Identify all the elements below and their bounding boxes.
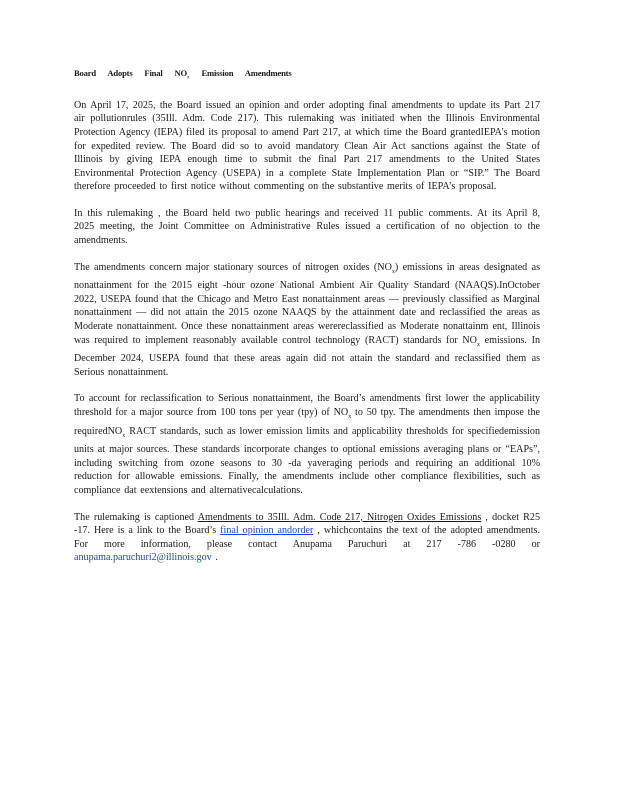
paragraph-contact: The rulemaking is captioned Amendments to 35Ill. Adm. Code 217, Nitrogen Oxides Emissions , docket R25 -17. Here is a link to the Board’s final opinion andorder , whichcontains the text of the adopted amendments. For more information, please contact Anupama Paruchuri at 217 -786 -0280 or anupama.paruchuri2@illinois.gov . bbox=[74, 511, 540, 564]
document-heading: Board Adopts Final $NO_x$ Emission Amendments bbox=[74, 68, 292, 81]
document-page bbox=[74, 68, 540, 578]
final-opinion-link[interactable]: final opinion andorder bbox=[220, 525, 314, 537]
paragraph-hearings: In this rulemaking , the Board held two public hearings and received 11 public comments. At its April 8, 2025 meeting, the Joint Committee on Administrative Rules issued a certification of no objection to the amendments. bbox=[74, 207, 540, 247]
rulemaking-caption: Amendments to 35Ill. Adm. Code 217, Nitrogen Oxides Emissions bbox=[197, 511, 482, 523]
contact-email-link[interactable]: anupama.paruchuri2@illinois.gov bbox=[74, 552, 212, 564]
paragraph-amendments-detail: To account for reclassification to Serious nonattainment, the Board’s amendments first lower the applicability threshold for a major source from 100 tons per year (tpy) of $NO_x$ to 50 tpy. The amendments then impose the requiredNO$_x$ RACT standards, such as lower emission limits and applicability thresholds for specifiedemission units at major sources. These standards incorporate changes to optional emissions averaging plans or “EAPs”, including switching from ozone seasons to 30 -da yaveraging periods and requiring an additional 10% reduction for allowable emissions. Finally, the amendments include other compliance flexibilities, such as compliance dat eextensions and alternativecalculations. bbox=[74, 393, 540, 497]
paragraph-opinion-issued: On April 17, 2025, the Board issued an opinion and order adopting final amendments to update its Part 217 air pollutionrules (35Ill. Adm. Code 217). This rulemaking was initiated when the Illinois Environmental Protection Agency (IEPA) filed its proposal to amend Part 217, at which time the Board grantedIEPA’s motion for expedited review. The Board did so to avoid mandatory Clean Air Act sanctions against the State of Illinois by giving IEPA enough time to submit the final Part 217 amendments to the United States Environmental Protection Agency (USEPA) in a complete State Implementation Plan or “SIP.” The Board therefore proceeded to first notice without commenting on the substantive merits of IEPA’s proposal. bbox=[74, 99, 540, 193]
paragraph-nonattainment: The amendments concern major stationary sources of nitrogen oxides $(NO_x)$ emissions in areas designated as nonattainment for the 2015 eight -hour ozone National Ambient Air Quality Standard (NAAQS).InOctober 2022, USEPA found that the Chicago and Metro East nonattainment areas — previously classified as Marginal nonattainment — did not attain the 2015 ozone NAAQS by the attainment date and reclassified the areas as Moderate nonattainment. Once these nonattainment areas werereclassified as Moderate nonattainm ent, Illinois was required to implement reasonably available control technology (RACT) standards for $NO_x$ emissions. In December 2024, USEPA found that these areas again did not attain the standard and reclassified them as Serious nonattainment. bbox=[74, 261, 540, 378]
